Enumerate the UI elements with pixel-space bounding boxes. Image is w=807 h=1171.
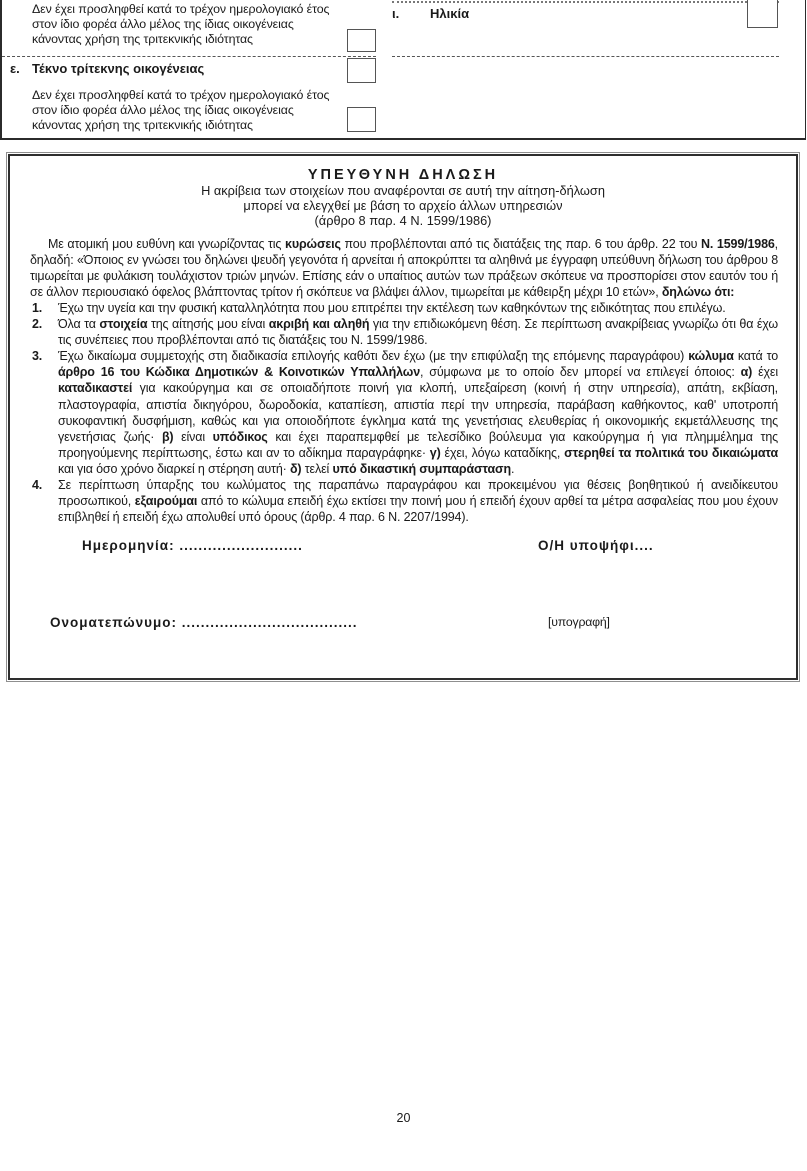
row-d-continuation-text: Δεν έχει προσληφθεί κατά το τρέχον ημερολογιακό έτος στον ίδιο φορέα άλλο μέλος της ίδιας οικογένειας κάνοντας χρήση της τριτεκνικής ιδιότητας	[32, 2, 330, 46]
row-e-checkbox[interactable]	[347, 58, 376, 83]
item-4-number: 4.	[32, 478, 43, 493]
row-i-title: Ηλικία	[430, 6, 470, 21]
declaration-intro: Με ατομική μου ευθύνη και γνωρίζοντας τις κυρώσεις που προβλέπονται από τις διατάξεις της παρ. 6 του άρθρ. 22 του Ν. 1599/1986, δηλαδή: «Όποιος εν γνώσει του δηλώνει ψευδή γεγονότα ή αρνείται ή αποκρύπτει τα αληθινά με έγγραφη υπεύθυνη δήλωση του άρθρου 8 τιμωρείται με φυλάκιση τουλάχιστον τριών μηνών. Επίσης εάν ο υπαίτιος αυτών των πράξεων σκόπευε να προσπορίσει στον εαυτόν του ή σε άλλον περιουσιακό όφελος βλάπτοντας τρίτον ή σκόπευε να βλάψει άλλον, τιμωρείται με κάθειρξη μέχρι 10 ετών», δηλώνω ότι:	[30, 236, 778, 299]
name-signature-row	[20, 615, 786, 633]
row-e-title: Τέκνο τρίτεκνης οικογένειας	[32, 61, 205, 76]
full-name-field-label: Ονοματεπώνυμο: .....................................	[50, 615, 358, 631]
item-2-text: Όλα τα στοιχεία της αίτησής μου είναι ακριβή και αληθή για την επιδιωκόμενη θέση. Σε περίπτωση ανακρίβειας γνωρίζω ότι θα έχω τις συνέπειες που προβλέπονται από τις διατάξεις του Ν. 1599/1986.	[58, 317, 778, 348]
item-2-number: 2.	[32, 317, 43, 332]
declaration-item-1	[30, 300, 778, 316]
declaration-box-inner	[8, 154, 798, 680]
row-e-text: Δεν έχει προσληφθεί κατά το τρέχον ημερολογιακό έτος στον ίδιο φορέα άλλο μέλος της ίδιας οικογένειας κάνοντας χρήση της τριτεκνικής ιδιότητας	[32, 88, 330, 132]
signature-placeholder: [υπογραφή]	[548, 615, 610, 630]
declaration-subtitle-3: (άρθρο 8 παρ. 4 Ν. 1599/1986)	[314, 213, 492, 229]
top-continuation-table	[0, 0, 806, 140]
right-column-row-separator	[392, 56, 779, 57]
declaration-box	[6, 152, 800, 682]
item-1-number: 1.	[32, 300, 43, 315]
row-d-checkbox[interactable]	[347, 29, 376, 52]
declaration-item-2	[30, 316, 778, 348]
item-3-text: Έχω δικαίωμα συμμετοχής στη διαδικασία επιλογής καθότι δεν έχω (με την επιφύλαξη της επόμενης παραγράφου) κώλυμα κατά το άρθρο 16 του Κώδικα Δημοτικών & Κοινοτικών Υπαλλήλων, σύμφωνα με το οποίο δεν μπορεί να επιλεγεί όποιος: α) έχει καταδικαστεί για κακούργημα και σε οποιαδήποτε ποινή για κλοπή, υπεξαίρεση (κοινή ή στην υπηρεσία), απάτη, εκβίαση, πλαστογραφία, απιστία δικηγόρου, δωροδοκία, καταπίεση, απιστία περί την υπηρεσία, παράβαση καθήκοντος, καθ' υποτροπή συκοφαντική δυσφήμιση, καθώς και για οποιοδήποτε έγκλημα κατά της γενετήσιας ελευθερίας ή οικονομικής εκμετάλλευσης της γενετήσιας ζωής· β) είναι υπόδικος και έχει παραπεμφθεί με τελεσίδικο βούλευμα για κακούργημα ή για πλημμέλημα της προηγούμενης περίπτωσης, έστω και αν το αδίκημα παραγράφηκε· γ) έχει, λόγω καταδίκης, στερηθεί τα πολιτικά του δικαιώματα και για όσο χρόνο διαρκεί η στέρηση αυτή· δ) τελεί υπό δικαστική συμπαράσταση.	[58, 349, 779, 476]
page-number: 20	[396, 1111, 411, 1125]
declaration-subtitle-2: μπορεί να ελεγχθεί με βάση το αρχείο άλλων υπηρεσιών	[243, 198, 563, 214]
row-i-checkbox[interactable]	[747, 0, 778, 28]
row-e-subcheckbox[interactable]	[347, 107, 376, 132]
row-i-prefix: ι.	[392, 6, 400, 21]
declaration-item-4	[30, 477, 778, 525]
declaration-title: ΥΠΕΥΘΥΝΗ ΔΗΛΩΣΗ	[307, 167, 499, 183]
declaration-subtitle-1: Η ακρίβεια των στοιχείων που αναφέρονται σε αυτή την αίτηση-δήλωση	[201, 183, 605, 198]
right-column-top-separator	[392, 1, 779, 3]
date-signature-row	[20, 538, 786, 556]
item-1-text: Έχω την υγεία και την φυσική καταλληλότητα που μου επιτρέπει την εκτέλεση των καθηκόντων της ειδικότητας που επιλέγω.	[58, 300, 726, 315]
row-e-prefix: ε.	[10, 61, 20, 76]
item-3-number: 3.	[32, 349, 43, 364]
candidate-label: Ο/Η υποψήφι....	[538, 538, 654, 554]
item-4-text: Σε περίπτωση ύπαρξης του κωλύματος της παραπάνω παραγράφου και προκειμένου για θέσεις βοηθητικού ή ανειδίκευτου προσωπικού, εξαιρούμαι από το κώλυμα επειδή έχω εκτίσει την ποινή μου ή επειδή έχουν αρθεί τα μέτρα ασφαλείας που μου έχουν επιβληθεί ή επειδή έχω απολυθεί υπό όρους (άρθρ. 4 παρ. 6 Ν. 2207/1994).	[58, 478, 779, 525]
declaration-item-3	[30, 348, 778, 477]
left-column-row-separator	[2, 56, 376, 57]
date-field-label: Ημερομηνία: ..........................	[82, 538, 303, 554]
